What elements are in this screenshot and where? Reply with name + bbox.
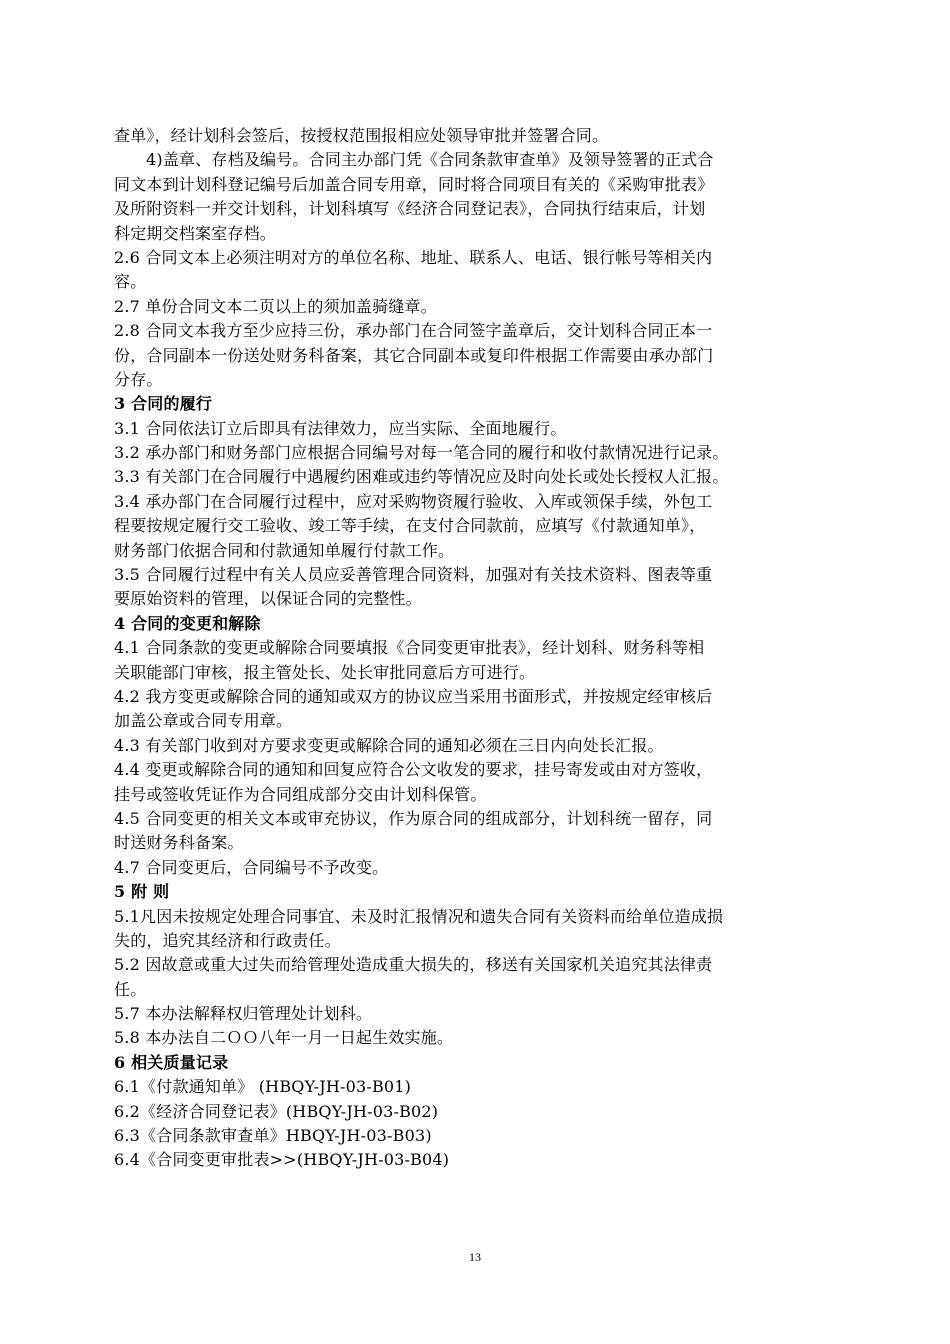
text-line: 挂号或签收凭证作为合同组成部分交由计划科保管。 bbox=[114, 784, 487, 804]
text-line: 3.5 合同履行过程中有关人员应妥善管理合同资料，加强对有关技术资料、图表等重 bbox=[114, 565, 713, 585]
section-heading: 6 相关质量记录 bbox=[114, 1052, 229, 1072]
text-line: 4.3 有关部门收到对方要求变更或解除合同的通知必须在三日内向处长汇报。 bbox=[114, 735, 664, 755]
text-line: 要原始资料的管理，以保证合同的完整性。 bbox=[114, 589, 422, 609]
text-line: 6.1《付款通知单》 (HBQY-JH-03-B01) bbox=[114, 1077, 412, 1097]
text-line: 4.7 合同变更后，合同编号不予改变。 bbox=[114, 857, 389, 877]
text-line: 5.1凡因未按规定处理合同事宜、未及时汇报情况和遗失合同有关资料而给单位造成损 bbox=[114, 906, 724, 926]
section-heading: 5 附 则 bbox=[114, 882, 170, 902]
text-line: 4.5 合同变更的相关文本或审充协议，作为原合同的组成部分，计划科统一留存，同 bbox=[114, 808, 713, 828]
section-heading: 3 合同的履行 bbox=[114, 394, 213, 414]
text-line: 关职能部门审核，报主管处长、处长审批同意后方可进行。 bbox=[114, 662, 536, 682]
text-line: 5.7 本办法解释权归管理处计划科。 bbox=[114, 1004, 373, 1024]
text-line: 4.2 我方变更或解除合同的通知或双方的协议应当采用书面形式，并按规定经审核后 bbox=[114, 686, 713, 706]
text-line: 3.1 合同依法订立后即具有法律效力，应当实际、全面地履行。 bbox=[114, 418, 567, 438]
section-heading: 4 合同的变更和解除 bbox=[114, 613, 261, 633]
text-line: 2.6 合同文本上必须注明对方的单位名称、地址、联系人、电话、银行帐号等相关内 bbox=[114, 247, 713, 267]
text-line: 容。 bbox=[114, 272, 147, 292]
text-line: 4.4 变更或解除合同的通知和回复应符合公文收发的要求，挂号寄发或由对方签收， bbox=[114, 760, 713, 780]
page-number: 13 bbox=[469, 1250, 481, 1264]
text-line: 及所附资料一并交计划科，计划科填写《经济合同登记表》，合同执行结束后，计划 bbox=[114, 199, 706, 219]
text-line: 分存。 bbox=[114, 369, 163, 389]
text-line: 份，合同副本一份送处财务科备案，其它合同副本或复印件根据工作需要由承办部门 bbox=[114, 345, 714, 365]
text-line: 4.1 合同条款的变更或解除合同要填报《合同变更审批表》，经计划科、财务科等相 bbox=[114, 638, 705, 658]
text-line: 5.8 本办法自二ＯＯ八年一月一日起生效实施。 bbox=[114, 1028, 454, 1048]
text-line: 3.2 承办部门和财务部门应根据合同编号对每一笔合同的履行和收付款情况进行记录。 bbox=[114, 443, 729, 463]
text-line: 6.3《合同条款审查单》HBQY-JH-03-B03) bbox=[114, 1126, 432, 1146]
text-line: 失的，追究其经济和行政责任。 bbox=[114, 930, 341, 950]
text-line: 3.4 承办部门在合同履行过程中，应对采购物资履行验收、入库或领保手续，外包工 bbox=[114, 491, 713, 511]
text-line: 时送财务科备案。 bbox=[114, 833, 244, 853]
text-line: 5.2 因故意或重大过失而给管理处造成重大损失的，移送有关国家机关追究其法律责 bbox=[114, 955, 713, 975]
text-line: 同文本到计划科登记编号后加盖合同专用章，同时将合同项目有关的《采购审批表》 bbox=[114, 174, 714, 194]
text-line: 财务部门依据合同和付款通知单履行付款工作。 bbox=[114, 540, 455, 560]
text-line: 6.2《经济合同登记表》(HBQY-JH-03-B02) bbox=[114, 1101, 439, 1121]
text-line: 6.4《合同变更审批表>>(HBQY-JH-03-B04) bbox=[114, 1150, 450, 1170]
text-line: 科定期交档案室存档。 bbox=[114, 223, 277, 243]
text-line: 3.3 有关部门在合同履行中遇履约困难或违约等情况应及时向处长或处长授权人汇报。 bbox=[114, 467, 729, 487]
document-body bbox=[114, 124, 838, 1173]
text-line: 程要按规定履行交工验收、竣工等手续，在支付合同款前，应填写《付款通知单》， bbox=[114, 516, 706, 536]
text-line: 查单》，经计划科会签后，按授权范围报相应处领导审批并签署合同。 bbox=[114, 126, 609, 145]
text-line: 2.7 单份合同文本二页以上的须加盖骑缝章。 bbox=[114, 296, 437, 316]
text-line: 加盖公章或合同专用章。 bbox=[114, 711, 293, 731]
text-line: 4)盖章、存档及编号。合同主办部门凭《合同条款审查单》及领导签署的正式合 bbox=[146, 150, 714, 170]
text-line: 任。 bbox=[114, 979, 147, 999]
text-line: 2.8 合同文本我方至少应持三份，承办部门在合同签字盖章后，交计划科合同正本一 bbox=[114, 321, 713, 341]
